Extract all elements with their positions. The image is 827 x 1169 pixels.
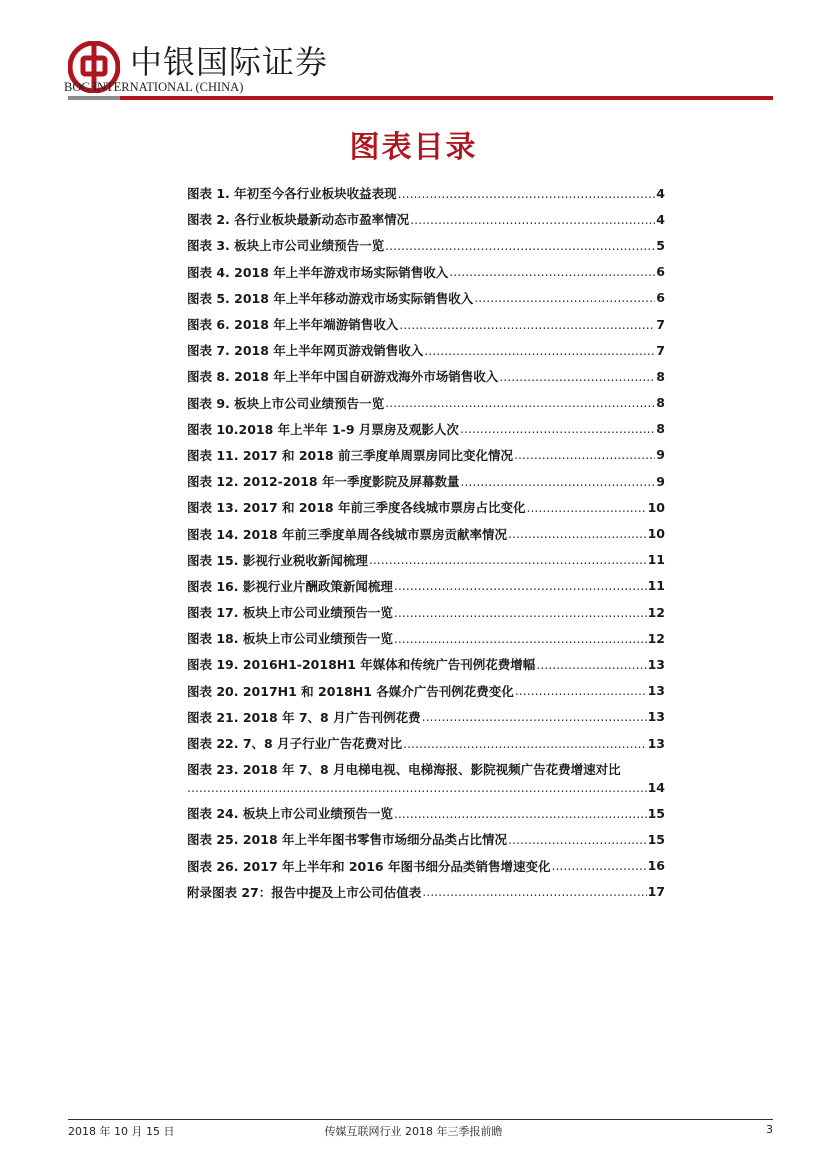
toc-list	[187, 180, 665, 905]
toc-entry-label: 图表 3. 板块上市公司业绩预告一览	[187, 238, 385, 254]
toc-entry-page: 14	[647, 780, 665, 796]
toc-entry-page: 8	[656, 395, 665, 411]
toc-leader-dots	[394, 631, 647, 646]
toc-leader-dots	[536, 657, 646, 672]
toc-entry-page: 4	[656, 211, 665, 227]
toc-leader-dots	[515, 683, 647, 698]
toc-entry-page: 15	[647, 831, 665, 847]
toc-entry[interactable]	[187, 337, 665, 363]
toc-entry-page: 4	[656, 185, 665, 201]
toc-entry-page: 13	[647, 735, 665, 751]
toc-leader-dots	[422, 709, 647, 724]
toc-leader-dots	[449, 264, 655, 279]
toc-entry[interactable]	[187, 311, 665, 337]
toc-entry-label: 图表 18. 板块上市公司业绩预告一览	[187, 631, 393, 647]
toc-entry-page: 15	[647, 805, 665, 821]
toc-entry-label: 图表 12. 2012-2018 年一季度影院及屏幕数量	[187, 474, 460, 490]
toc-leader-dots	[422, 884, 646, 899]
toc-entry[interactable]	[187, 442, 665, 468]
toc-entry[interactable]	[187, 756, 665, 800]
toc-entry-page: 16	[647, 858, 665, 874]
toc-leader-dots	[460, 474, 655, 489]
toc-leader-dots	[460, 421, 655, 436]
toc-entry[interactable]	[187, 651, 665, 677]
toc-entry[interactable]	[187, 390, 665, 416]
toc-entry-label: 图表 22. 7、8 月子行业广告花费对比	[187, 736, 403, 752]
toc-leader-dots	[508, 832, 647, 847]
toc-leader-dots	[403, 736, 646, 751]
toc-leader-dots	[551, 858, 646, 873]
toc-entry-label: 图表 17. 板块上市公司业绩预告一览	[187, 605, 393, 621]
toc-leader-dots	[398, 186, 656, 201]
toc-leader-dots	[499, 369, 655, 384]
toc-entry-label: 图表 23. 2018 年 7、8 月电梯电视、电梯海报、影院视频广告花费增速对比	[187, 762, 621, 778]
toc-entry[interactable]	[187, 730, 665, 756]
toc-entry[interactable]	[187, 285, 665, 311]
footer-report-title: 传媒互联网行业 2018 年三季报前瞻	[324, 1125, 503, 1138]
toc-entry-label: 图表 5. 2018 年上半年移动游戏市场实际销售收入	[187, 290, 474, 306]
toc-title: 图表目录	[349, 130, 478, 165]
toc-entry-label: 图表 25. 2018 年上半年图书零售市场细分品类占比情况	[187, 832, 507, 848]
toc-entry-label: 图表 19. 2016H1-2018H1 年媒体和传统广告刊例花费增幅	[187, 657, 536, 673]
toc-entry-label: 图表 14. 2018 年前三季度单周各线城市票房贡献率情况	[187, 526, 507, 542]
toc-entry[interactable]	[187, 259, 665, 285]
toc-leader-dots	[369, 552, 647, 567]
toc-leader-dots	[385, 395, 655, 410]
logo-english-name: BOC INTERNATIONAL (CHINA)	[64, 80, 244, 94]
toc-entry-label: 图表 11. 2017 和 2018 前三季度单周票房同比变化情况	[187, 447, 513, 463]
toc-entry-label: 图表 13. 2017 和 2018 年前三季度各线城市票房占比变化	[187, 500, 526, 516]
toc-entry-page: 13	[647, 709, 665, 725]
toc-entry-page: 9	[656, 447, 665, 463]
toc-entry[interactable]	[187, 232, 665, 258]
toc-entry-page: 6	[656, 290, 665, 306]
toc-entry[interactable]	[187, 800, 665, 826]
header-rule-red	[120, 96, 773, 100]
toc-leader-dots	[474, 290, 655, 305]
toc-entry-label: 图表 16. 影视行业片酬政策新闻梳理	[187, 578, 393, 594]
toc-leader-dots	[394, 578, 647, 593]
toc-leader-dots	[526, 500, 646, 515]
toc-entry-page: 11	[647, 578, 665, 594]
toc-leader-dots	[394, 605, 647, 620]
toc-entry-label: 图表 26. 2017 年上半年和 2016 年图书细分品类销售增速变化	[187, 858, 551, 874]
toc-entry[interactable]	[187, 625, 665, 651]
toc-entry-page: 5	[656, 237, 665, 253]
toc-leader-dots	[385, 238, 655, 253]
toc-entry-page: 11	[647, 552, 665, 568]
toc-entry-page: 13	[647, 656, 665, 672]
toc-entry-page: 6	[656, 264, 665, 280]
toc-entry[interactable]	[187, 704, 665, 730]
toc-entry-page: 12	[647, 630, 665, 646]
toc-entry[interactable]	[187, 520, 665, 546]
toc-entry-label: 图表 15. 影视行业税收新闻梳理	[187, 552, 368, 568]
toc-leader-dots	[514, 447, 655, 462]
toc-leader-dots	[508, 526, 647, 541]
toc-entry[interactable]	[187, 599, 665, 625]
toc-entry-page: 10	[647, 526, 665, 542]
toc-entry-page: 9	[656, 473, 665, 489]
toc-leader-dots	[394, 806, 647, 821]
toc-entry-label: 图表 24. 板块上市公司业绩预告一览	[187, 806, 393, 822]
toc-entry[interactable]	[187, 826, 665, 852]
toc-entry[interactable]	[187, 416, 665, 442]
toc-entry[interactable]	[187, 853, 665, 879]
header-rule-gray	[68, 96, 120, 100]
toc-entry[interactable]	[187, 206, 665, 232]
toc-entry-label: 图表 4. 2018 年上半年游戏市场实际销售收入	[187, 264, 449, 280]
logo-chinese-name: 中银国际证券	[130, 43, 329, 81]
toc-entry-page: 8	[656, 421, 665, 437]
toc-entry[interactable]	[187, 573, 665, 599]
footer-rule	[68, 1119, 773, 1120]
toc-leader-dots	[410, 212, 655, 227]
toc-entry[interactable]	[187, 879, 665, 905]
toc-entry[interactable]	[187, 494, 665, 520]
toc-entry-page: 8	[656, 368, 665, 384]
toc-entry-label: 图表 21. 2018 年 7、8 月广告刊例花费	[187, 709, 421, 725]
page-number: 3	[766, 1123, 773, 1136]
toc-leader-dots	[187, 780, 647, 795]
footer-date: 2018 年 10 月 15 日	[68, 1125, 175, 1138]
toc-leader-dots	[399, 317, 655, 332]
toc-entry-label: 图表 10.2018 年上半年 1-9 月票房及观影人次	[187, 421, 459, 437]
toc-entry[interactable]	[187, 180, 665, 206]
toc-entry-page: 7	[656, 342, 665, 358]
toc-entry-page: 12	[647, 604, 665, 620]
toc-entry-label: 图表 6. 2018 年上半年端游销售收入	[187, 317, 399, 333]
toc-entry-page: 17	[647, 884, 665, 900]
toc-entry-label: 图表 9. 板块上市公司业绩预告一览	[187, 395, 385, 411]
toc-entry-page: 13	[647, 683, 665, 699]
toc-entry-label: 图表 7. 2018 年上半年网页游戏销售收入	[187, 343, 424, 359]
toc-entry-label: 附录图表 27：报告中提及上市公司估值表	[187, 884, 422, 900]
toc-entry[interactable]	[187, 678, 665, 704]
toc-entry-page: 7	[656, 316, 665, 332]
toc-entry-page: 10	[647, 499, 665, 515]
toc-entry-label: 图表 8. 2018 年上半年中国自研游戏海外市场销售收入	[187, 369, 499, 385]
toc-entry[interactable]	[187, 363, 665, 389]
toc-entry-label: 图表 1. 年初至今各行业板块收益表现	[187, 186, 397, 202]
toc-entry[interactable]	[187, 468, 665, 494]
toc-leader-dots	[424, 343, 655, 358]
toc-entry[interactable]	[187, 547, 665, 573]
toc-entry-label: 图表 20. 2017H1 和 2018H1 各媒介广告刊例花费变化	[187, 683, 514, 699]
toc-entry-label: 图表 2. 各行业板块最新动态市盈率情况	[187, 212, 410, 228]
